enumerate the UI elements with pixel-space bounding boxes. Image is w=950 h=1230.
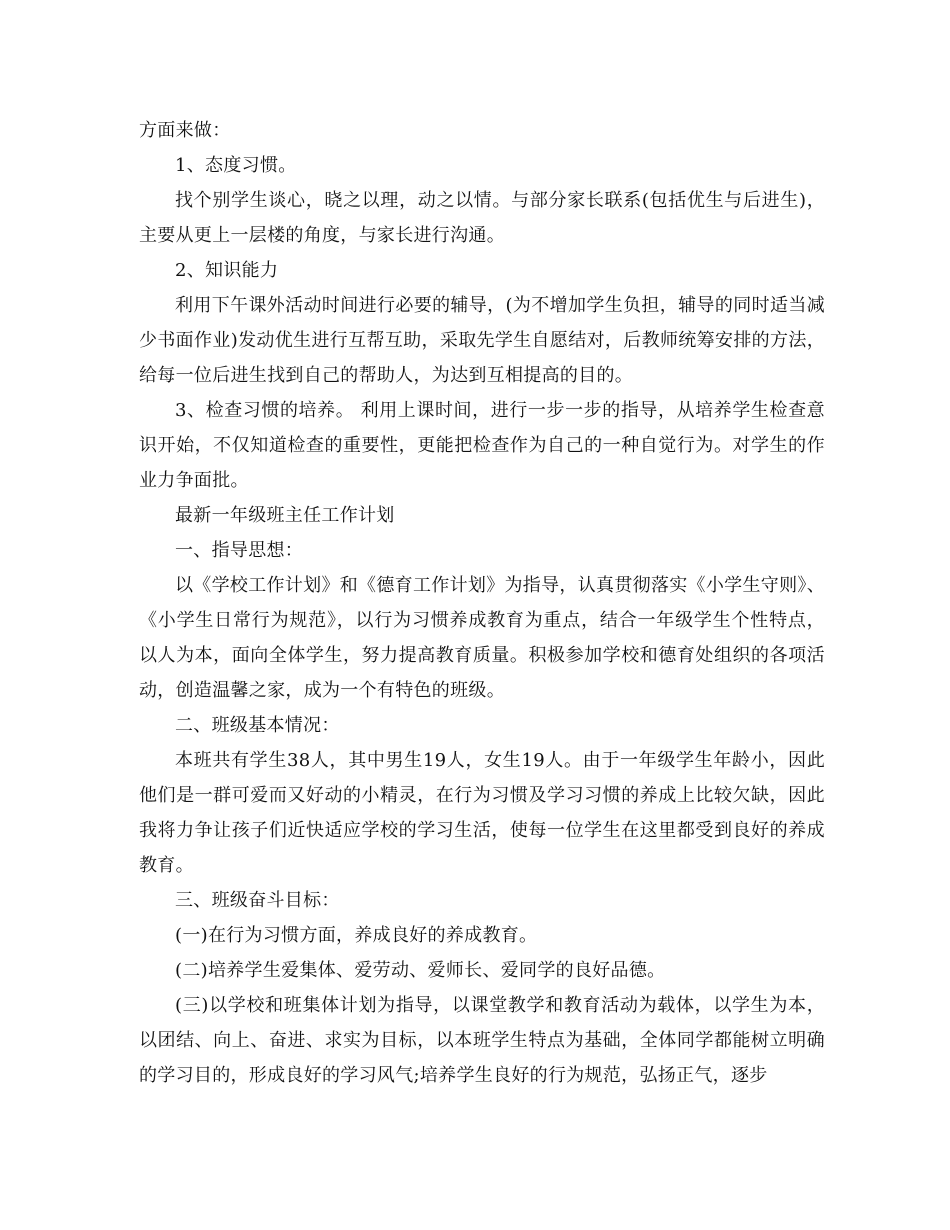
paragraph-checking-habits: 3、检查习惯的培养。 利用上课时间，进行一步一步的指导，从培养学生检查意识开始，不仅知道检查的重要性，更能把检查作为自己的一种自觉行为。对学生的作业力争面批。: [139, 400, 825, 491]
heading-class-goals: 三、班级奋斗目标：: [175, 890, 340, 911]
paragraph-intro: 方面来做：: [139, 120, 231, 141]
heading-class-situation: 二、班级基本情况：: [175, 715, 340, 736]
paragraph-guiding-ideology: 以《学校工作计划》和《德育工作计划》为指导，认真贯彻落实《小学生守则》、《小学生日常行为规范》，以行为习惯养成教育为重点，结合一年级学生个性特点，以人为本，面向全体学生，努力提高教育质量。积极参加学校和德育处组织的各项活动，创造温馨之家，成为一个有特色的班级。: [139, 575, 825, 701]
heading-attitude-habits: 1、态度习惯。: [175, 155, 297, 176]
paragraph-class-situation: 本班共有学生38人，其中男生19人，女生19人。由于一年级学生年龄小，因此他们是一群可爱而又好动的小精灵，在行为习惯及学习习惯的养成上比较欠缺，因此我将力争让孩子们近快适应学校的学习生活，使每一位学生在这里都受到良好的养成教育。: [139, 750, 825, 876]
document-body: [139, 113, 825, 1093]
heading-guiding-ideology: 一、指导思想：: [175, 540, 304, 561]
paragraph-goal-1: (一)在行为习惯方面，养成良好的养成教育。: [175, 925, 538, 946]
paragraph-attitude-habits: 找个别学生谈心，晓之以理，动之以情。与部分家长联系(包括优生与后进生)，主要从更上一层楼的角度，与家长进行沟通。: [139, 190, 825, 246]
paragraph-knowledge-ability: 利用下午课外活动时间进行必要的辅导，(为不增加学生负担，辅导的同时适当减少书面作业)发动优生进行互帮互助，采取先学生自愿结对，后教师统筹安排的方法，给每一位后进生找到自己的帮助人，为达到互相提高的目的。: [139, 295, 825, 386]
paragraph-goal-3: (三)以学校和班集体计划为指导，以课堂教学和教育活动为载体，以学生为本，以团结、向上、奋进、求实为目标，以本班学生特点为基础，全体同学都能树立明确的学习目的，形成良好的学习风气;培养学生良好的行为规范，弘扬正气，逐步: [139, 995, 825, 1086]
paragraph-goal-2: (二)培养学生爱集体、爱劳动、爱师长、爱同学的良好品德。: [175, 960, 666, 981]
heading-knowledge-ability: 2、知识能力: [175, 260, 279, 281]
section-title: 最新一年级班主任工作计划: [175, 505, 395, 526]
